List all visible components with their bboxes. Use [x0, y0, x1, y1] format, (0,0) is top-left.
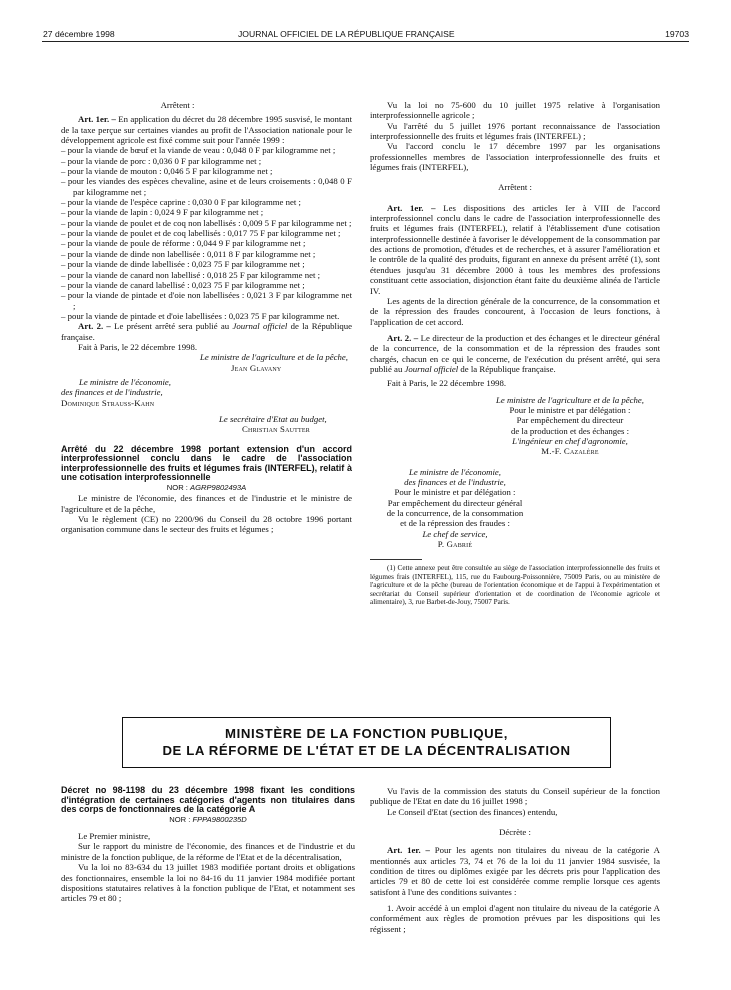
signatory-line: de la concurrence, de la consommation — [386, 508, 524, 519]
signatory-line: Par empêchement du directeur général — [387, 497, 523, 508]
fait-a-paris: Fait à Paris, le 22 décembre 1998. — [78, 341, 198, 352]
list-item: – pour les viandes des espèces chevaline, asine et de leurs croisements : 0,048 0 F par kilogramme net ; — [61, 176, 352, 197]
visa-paragraph: Vu l'arrêté du 5 juillet 1976 portant reconnaissance de l'association interprofessionnelle des fruits et légumes frais (INTERFEL) ; — [370, 120, 660, 142]
paragraph: 1. Avoir accédé à un emploi d'agent non titulaire du niveau de la catégorie A conformément aux règles de promotion prévues par les dispositions qui les régissent ; — [370, 903, 660, 934]
signatory-title: des finances et de l'industrie, — [61, 387, 163, 398]
signatory-title: Le ministre de l'agriculture et de la pêche, — [200, 352, 348, 363]
article-label: Art. 2. – — [387, 332, 419, 343]
right-column — [370, 100, 660, 606]
signature-block — [370, 467, 660, 550]
article-text: Le présent arrêté sera publié au — [114, 321, 230, 332]
list-item: – pour la viande de dinde labellisée : 0,023 75 F par kilogramme net ; — [61, 259, 305, 270]
article-text: En application du décret du 28 décembre 1995 susvisé, le montant de la taxe perçue sur certaines viandes au profit de l'Association nationale pour le développement agricole est fixé comme suit pour l'année 1999 : — [61, 114, 352, 146]
paragraph: Sur le rapport du ministre de l'économie, des finances et de l'industrie et du ministre de la fonction publique, de la réforme de l'Etat et de la décentralisation, — [61, 841, 355, 862]
list-item: – pour la viande de mouton : 0,046 5 F par kilogramme net ; — [61, 166, 273, 177]
signatory-title: Le chef de service, — [422, 528, 488, 539]
signatory-name: Christian Sautter — [242, 424, 310, 435]
list-item: – pour la viande de poulet et de coq labellisés : 0,017 75 F par kilogramme net ; — [61, 228, 341, 239]
signatory-name: Dominique Strauss-Kahn — [61, 397, 155, 408]
fait-a-paris: Fait à Paris, le 22 décembre 1998. — [387, 378, 507, 389]
bottom-left-column — [61, 786, 355, 904]
paragraph: Vu l'avis de la commission des statuts du Conseil supérieur de la fonction publique de l'Etat en date du 16 juillet 1998 ; — [370, 786, 660, 807]
list-item: – pour la viande de porc : 0,036 0 F par kilogramme net ; — [61, 155, 262, 166]
signatory-line: de la production et des échanges : — [510, 425, 630, 436]
list-item: – pour la viande de poulet et de coq non labellisés : 0,009 5 F par kilogramme net ; — [61, 217, 352, 228]
arrete-title: Arrêté du 22 décembre 1998 portant extension d'un accord interprofessionnel conclu dans le cadre de l'association interprofessionnelle des fruits et légumes frais (INTERFEL), relatif à une cotisation interprofessionnelle — [61, 443, 352, 483]
article-text: Le directeur de la production et des échanges et le directeur général de la concurrence, de la consommation et de la répression des fraudes sont chargés, chacun en ce qui le concerne, de l'exécution du présent arrêté, qui sera publié au — [370, 332, 661, 374]
left-article-2 — [61, 321, 352, 342]
article-label: Art. 1er. – — [387, 845, 430, 856]
paragraph: Vu le règlement (CE) no 2200/96 du Conseil du 28 octobre 1996 portant organisation commune dans le secteur des fruits et légumes ; — [61, 514, 352, 535]
nor-reference — [61, 815, 355, 825]
decrete-heading: Décrète : — [499, 827, 531, 838]
journal-officiel-ref: Journal officiel — [232, 321, 288, 332]
signatory-line: Pour le ministre et par délégation : — [394, 487, 516, 498]
paragraph: Vu la loi no 83-634 du 13 juillet 1983 modifiée portant droits et obligations des fonctionnaires, ensemble la loi no 84-16 du 11 janvier 1984 modifiée portant dispositions statutaires relatives à la fonction publique de l'Etat, et notamment ses articles 79 et 80 ; — [61, 862, 355, 904]
left-column — [61, 100, 352, 535]
signatory-name: Jean Glavany — [231, 362, 282, 373]
signatory-title: Le ministre de l'économie, — [79, 376, 171, 387]
signature-block — [370, 395, 660, 457]
list-item: – pour la viande de pintade et d'oie labellisées : 0,023 75 F par kilogramme net. — [61, 310, 340, 321]
signatory-title: Le secrétaire d'Etat au budget, — [219, 413, 327, 424]
decree-title: Décret no 98-1198 du 23 décembre 1998 fixant les conditions d'intégration de certaines catégories d'agents non titulaires dans des corps de fonctionnaires de la catégorie A — [61, 785, 355, 815]
paragraph: Les agents de la direction générale de la concurrence, de la consommation et de la répression des fraudes concourent, à l'occasion de leurs fonctions, à l'application de cet accord. — [370, 295, 660, 327]
arretent-heading: Arrêtent : — [498, 182, 532, 193]
article-label: Art. 2. – — [78, 321, 111, 332]
list-item: – pour la viande de poule de réforme : 0,044 9 F par kilogramme net ; — [61, 238, 306, 249]
signatory-line: et de la répression des fraudes : — [400, 518, 510, 529]
right-article-1 — [370, 203, 660, 296]
nor-code: FPPA9800235D — [192, 814, 247, 824]
nor-reference — [61, 483, 352, 493]
list-item: – pour la viande de pintade et d'oie non labellisées : 0,021 3 F par kilogramme net ; — [61, 290, 352, 311]
article-label: Art. 1er. – — [78, 114, 116, 125]
ministry-heading-line: DE LA RÉFORME DE L'ÉTAT ET DE LA DÉCENTRALISATION — [162, 743, 571, 758]
list-item: – pour la viande de dinde non labellisée : 0,011 8 F par kilogramme net ; — [61, 248, 316, 259]
left-article-1 — [61, 114, 352, 145]
tax-rate-list — [61, 145, 352, 321]
header-journal-title: JOURNAL OFFICIEL DE LA RÉPUBLIQUE FRANÇAISE — [238, 29, 455, 39]
journal-officiel-ref: Journal officiel — [404, 363, 459, 374]
visa-paragraph: Vu l'accord conclu le 17 décembre 1997 par les organisations professionnelles membres de l'association interprofessionnelle des fruits et légumes frais (INTERFEL), — [370, 141, 660, 173]
signatory-line: Par empêchement du directeur — [516, 415, 624, 426]
article-text: Les dispositions des articles Ier à VIII de l'accord interprofessionnel conclu dans le cadre de l'association interprofessionnelle des fruits et légumes frais (INTERFEL), relatif à l'établissement d'une cotisation interprofessionnelle destinée à favoriser le développement de la consommation par des actions de promotion, d'études et de recherches, et à assurer l'amélioration et le contrôle de la qualité des produits, figurant en annexe du présent arrêté (1), sont étendues jusqu'au 31 décembre 2000 à tous les membres des professions constituant cette association, disjonction étant faite du deuxième alinéa de l'article IV. — [370, 202, 660, 296]
signatory-line: Pour le ministre et par délégation : — [509, 404, 631, 415]
article-label: Art. 1er. – — [387, 202, 436, 213]
list-item: – pour la viande de lapin : 0,024 9 F par kilogramme net ; — [61, 207, 264, 218]
header-rule — [42, 41, 689, 42]
header-page-number: 19703 — [665, 29, 689, 39]
paragraph: Le ministre de l'économie, des finances et de l'industrie et le ministre de l'agriculture et de la pêche, — [61, 493, 352, 514]
arretent-heading: Arrêtent : — [160, 100, 195, 110]
decree-article-1 — [370, 845, 660, 897]
nor-label: NOR : — [166, 483, 188, 493]
signatory-title: L'ingénieur en chef d'agronomie, — [512, 435, 628, 446]
signatory-title: des finances et de l'industrie, — [404, 477, 506, 487]
signatory-name: M.-F. Cazalère — [541, 446, 599, 457]
visa-paragraph: Vu la loi no 75-600 du 10 juillet 1975 relative à l'organisation interprofessionnelle agricole ; — [370, 100, 660, 121]
signatory-name: P. Gabrié — [437, 539, 473, 550]
paragraph: Le Premier ministre, — [78, 831, 151, 842]
list-item: – pour la viande de l'espèce caprine : 0,030 0 F par kilogramme net ; — [61, 197, 301, 208]
article-text: de la République française. — [460, 363, 556, 374]
paragraph: Le Conseil d'Etat (section des finances) entendu, — [387, 806, 558, 817]
signatory-title: Le ministre de l'agriculture et de la pêche, — [496, 394, 644, 405]
list-item: – pour la viande de bœuf et la viande de veau : 0,048 0 F par kilogramme net ; — [61, 145, 336, 156]
footnote-rule — [370, 559, 422, 560]
ministry-heading-line: MINISTÈRE DE LA FONCTION PUBLIQUE, — [225, 726, 508, 741]
ministry-heading-box — [122, 717, 611, 768]
header-date: 27 décembre 1998 — [43, 29, 115, 39]
footnote: (1) Cette annexe peut être consultée au siège de l'association interprofessionnelle des fruits et légumes frais (INTERFEL), 115, rue du Faubourg-Poissonnière, 75009 Paris, ou au ministère de l'agriculture et de la pêche (bureau de l'orientation économique et de l'appui à l'expérimentation et secrétariat du Conseil supérieur d'orientation et de coordination de l'économie agricole et alimentaire), 3, rue Barbet-de-Jouy, 75007 Paris. — [370, 564, 660, 607]
article-text: de la République française. — [61, 321, 353, 342]
article-text: Pour les agents non titulaires du niveau de la catégorie A mentionnés aux articles 73, 74 et 76 de la loi du 11 janvier 1984 susvisée, la condition de titres ou diplômes exigée par les décrets pris pour l'application des articles 79 et 80 de cette loi est considérée comme remplie lorsque ces agents satisfont à l'une des conditions suivantes : — [370, 845, 661, 897]
nor-code: AGRP9802493A — [190, 483, 247, 493]
right-article-2 — [370, 333, 660, 374]
bottom-right-column — [370, 786, 660, 934]
list-item: – pour la viande de canard non labellisé : 0,018 25 F par kilogramme net ; — [61, 269, 321, 280]
signatory-title: Le ministre de l'économie, — [409, 466, 501, 477]
nor-label: NOR : — [169, 814, 191, 824]
list-item: – pour la viande de canard labellisé : 0,023 75 F par kilogramme net ; — [61, 279, 305, 290]
